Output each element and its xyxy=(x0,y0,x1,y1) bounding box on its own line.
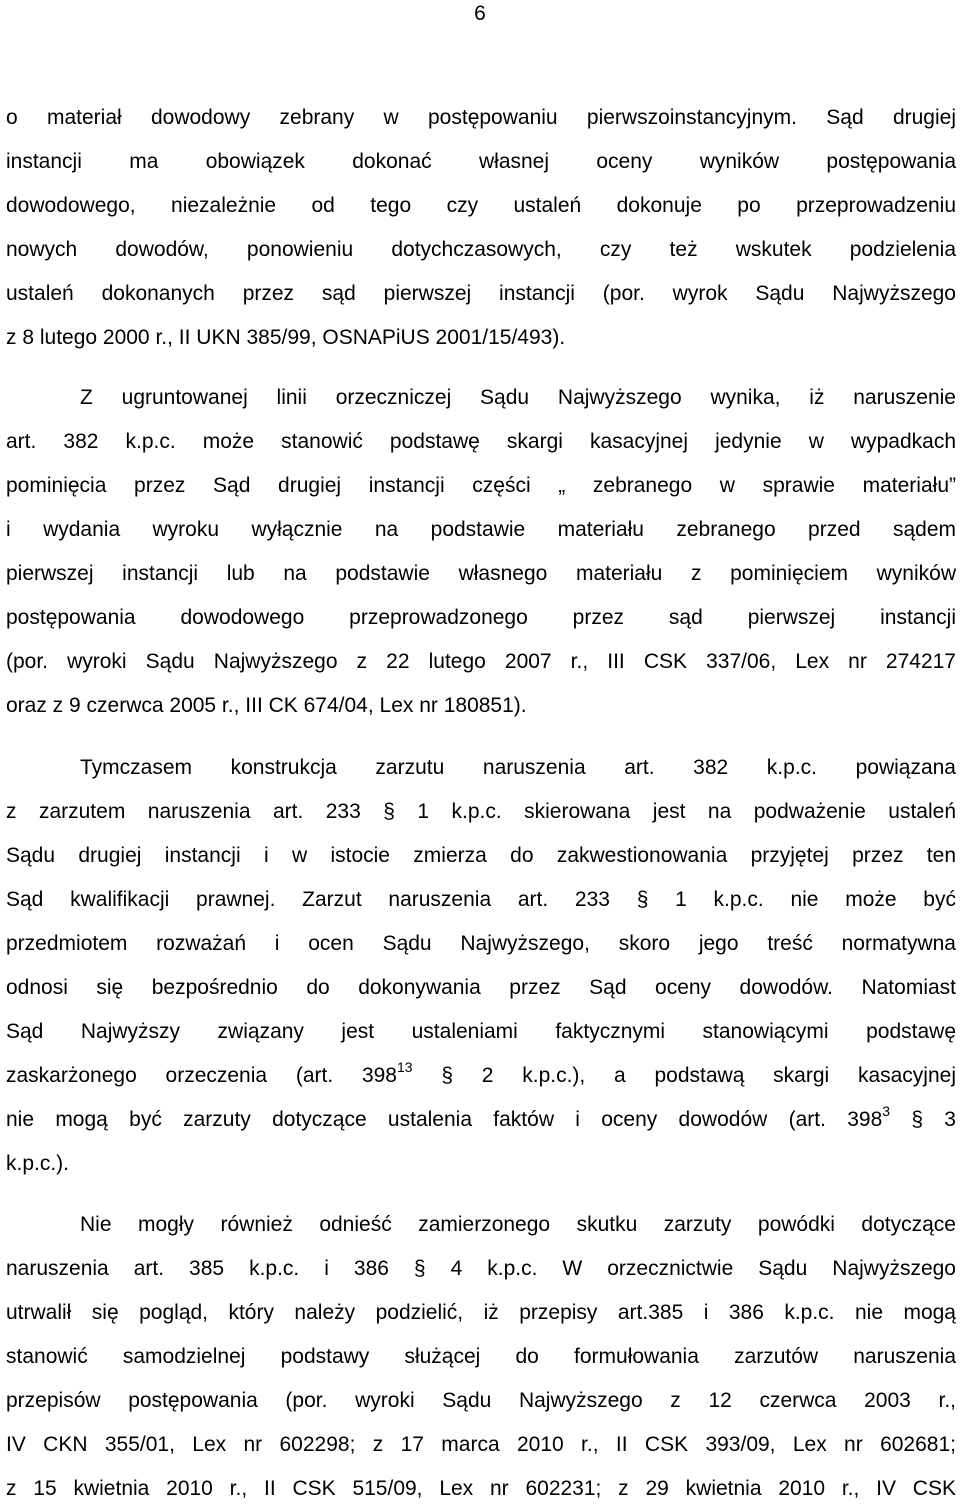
text-line: utrwalił się pogląd, który należy podzielić, iż przepisy art.385 i 386 k.p.c. nie mogą xyxy=(6,1301,956,1324)
text-line: z 15 kwietnia 2010 r., II CSK 515/09, Lex nr 602231; z 29 kwietnia 2010 r., IV CSK xyxy=(6,1477,956,1500)
text-line xyxy=(6,1054,956,1098)
text-segment: § 3 xyxy=(890,1108,956,1131)
text-line: instancji ma obowiązek dokonać własnej oceny wyników postępowania xyxy=(6,150,956,173)
text-line: z 8 lutego 2000 r., II UKN 385/99, OSNAPiUS 2001/15/493). xyxy=(6,326,566,349)
paragraph-4 xyxy=(6,1203,956,1511)
text-line xyxy=(6,1098,956,1142)
text-line: odnosi się bezpośrednio do dokonywania przez Sąd oceny dowodów. Natomiast xyxy=(6,976,956,999)
article-superscript: 13 xyxy=(397,1059,413,1075)
text-line: Sąd kwalifikacji prawnej. Zarzut naruszenia art. 233 § 1 k.p.c. nie może być xyxy=(6,888,956,911)
text-line: przepisów postępowania (por. wyroki Sądu Najwyższego z 12 czerwca 2003 r., xyxy=(6,1389,956,1412)
text-line: pierwszej instancji lub na podstawie własnego materiału z pominięciem wyników xyxy=(6,562,956,585)
text-line: k.p.c.). xyxy=(6,1152,70,1175)
text-line: dowodowego, niezależnie od tego czy ustaleń dokonuje po przeprowadzeniu xyxy=(6,194,956,217)
text-line: o materiał dowodowy zebrany w postępowaniu pierwszoinstancyjnym. Sąd drugiej xyxy=(6,106,956,129)
text-line: oraz z 9 czerwca 2005 r., III CK 674/04, Lex nr 180851). xyxy=(6,694,527,717)
text-line: Z ugruntowanej linii orzeczniczej Sądu Najwyższego wynika, iż naruszenie xyxy=(80,386,956,409)
page-number: 6 xyxy=(474,2,486,25)
text-line: postępowania dowodowego przeprowadzonego przez sąd pierwszej instancji xyxy=(6,606,956,629)
text-segment: § 2 k.p.c.), a podstawą skargi kasacyjnej xyxy=(412,1064,956,1087)
article-superscript: 3 xyxy=(882,1103,891,1119)
text-line: i wydania wyroku wyłącznie na podstawie materiału zebranego przed sądem xyxy=(6,518,956,541)
text-line: przedmiotem rozważań i ocen Sądu Najwyższego, skoro jego treść normatywna xyxy=(6,932,956,955)
text-segment: zaskarżonego orzeczenia (art. 398 xyxy=(6,1064,397,1087)
paragraph-3 xyxy=(6,746,956,1186)
text-line: Sąd Najwyższy związany jest ustaleniami faktycznymi stanowiącymi podstawę xyxy=(6,1020,956,1043)
text-line: ustaleń dokonanych przez sąd pierwszej instancji (por. wyrok Sądu Najwyższego xyxy=(6,282,956,305)
text-line: naruszenia art. 385 k.p.c. i 386 § 4 k.p.c. W orzecznictwie Sądu Najwyższego xyxy=(6,1257,956,1280)
text-line: Nie mogły również odnieść zamierzonego skutku zarzuty powódki dotyczące xyxy=(80,1213,956,1236)
text-line: stanowić samodzielnej podstawy służącej do formułowania zarzutów naruszenia xyxy=(6,1345,956,1368)
text-line: z zarzutem naruszenia art. 233 § 1 k.p.c. skierowana jest na podważenie ustaleń xyxy=(6,800,956,823)
text-line: art. 382 k.p.c. może stanowić podstawę skargi kasacyjnej jedynie w wypadkach xyxy=(6,430,956,453)
text-line: Tymczasem konstrukcja zarzutu naruszenia art. 382 k.p.c. powiązana xyxy=(80,756,956,779)
text-line: nowych dowodów, ponowieniu dotychczasowych, czy też wskutek podzielenia xyxy=(6,238,956,261)
paragraph-2 xyxy=(6,376,956,728)
text-line: pominięcia przez Sąd drugiej instancji części „ zebranego w sprawie materiału” xyxy=(6,474,956,497)
text-line: IV CKN 355/01, Lex nr 602298; z 17 marca 2010 r., II CSK 393/09, Lex nr 602681; xyxy=(6,1433,956,1456)
text-line: (por. wyroki Sądu Najwyższego z 22 lutego 2007 r., III CSK 337/06, Lex nr 274217 xyxy=(6,650,956,673)
paragraph-1 xyxy=(6,96,956,360)
text-segment: nie mogą być zarzuty dotyczące ustalenia faktów i oceny dowodów (art. 398 xyxy=(6,1108,883,1131)
text-line: Sądu drugiej instancji i w istocie zmierza do zakwestionowania przyjętej przez ten xyxy=(6,844,956,867)
